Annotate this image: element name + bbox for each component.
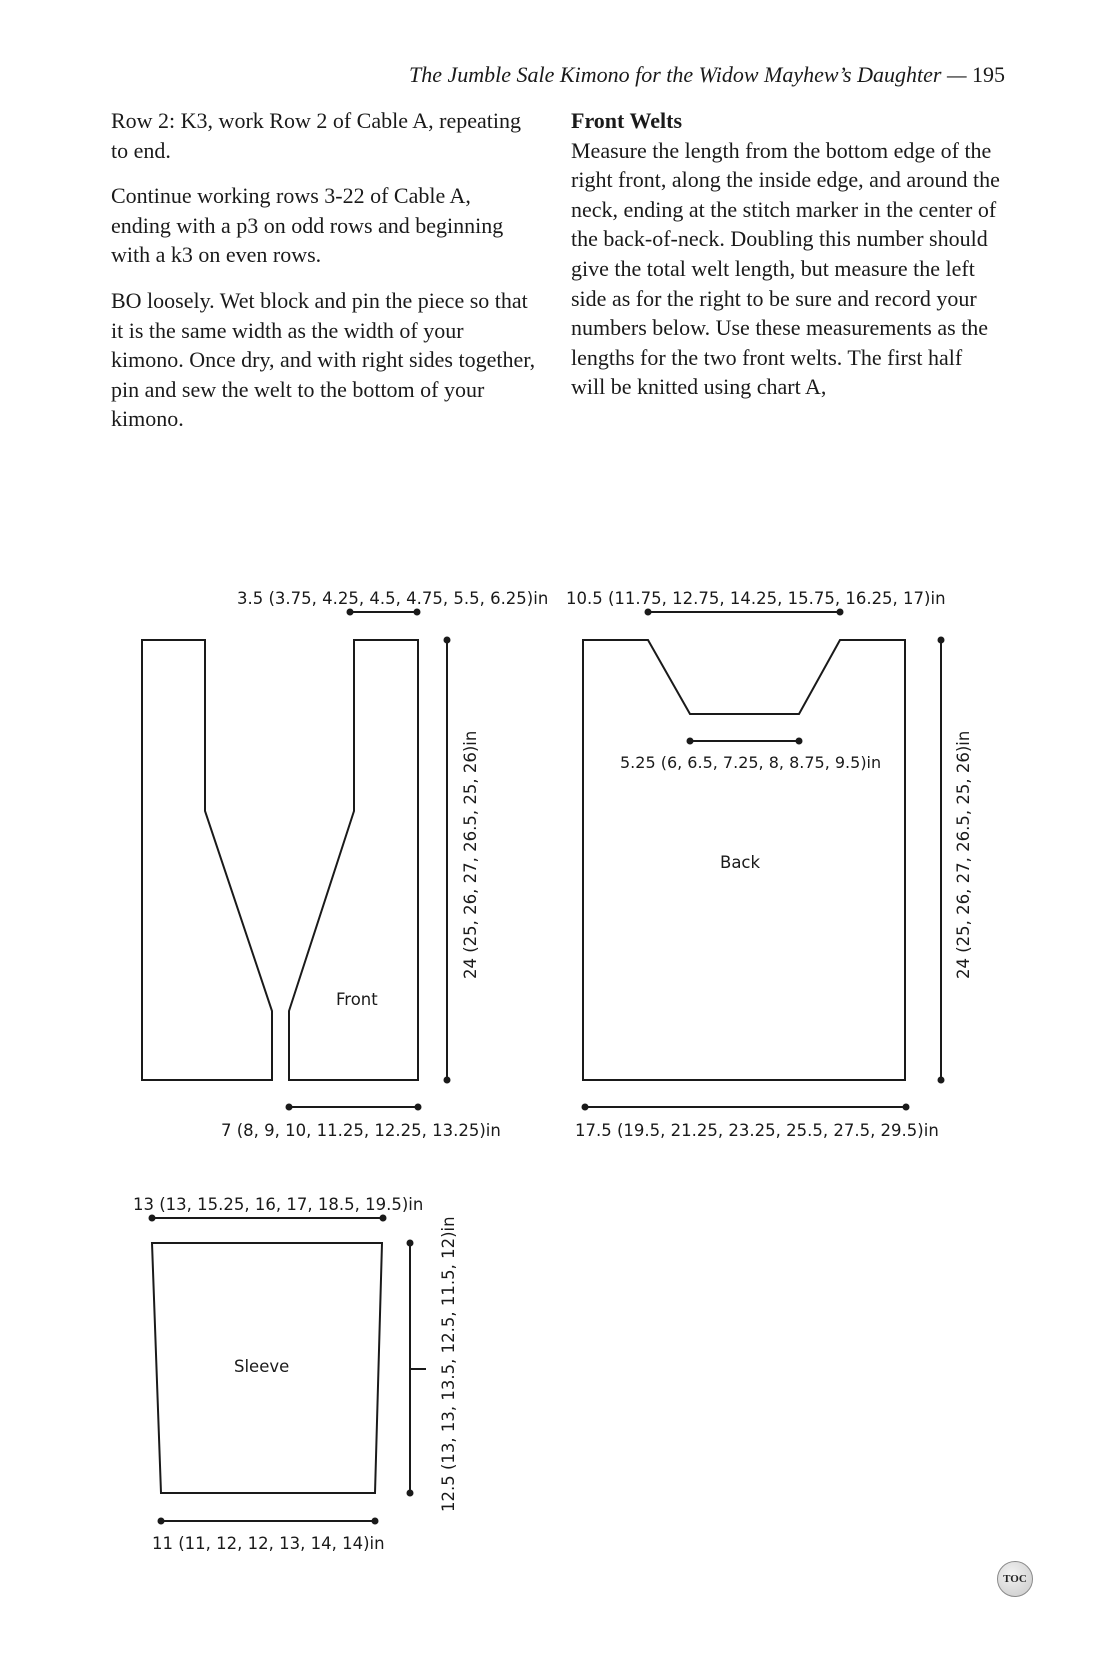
- back-length-label: 24 (25, 26, 27, 26.5, 25, 26)in: [954, 730, 973, 979]
- paragraph: Continue working rows 3-22 of Cable A, ending with a p3 on odd rows and beginning with a k3 on even rows.: [111, 183, 504, 268]
- dim-endpoint: [796, 738, 803, 745]
- dim-endpoint: [380, 1215, 387, 1222]
- dim-endpoint: [938, 637, 945, 644]
- sleeve-bottom-width-label: 11 (11, 12, 12, 13, 14, 14)in: [152, 1534, 385, 1553]
- running-header-title: The Jumble Sale Kimono for the Widow Mayhew’s Daughter: [409, 62, 942, 87]
- back-schematic: [566, 589, 973, 1140]
- dim-endpoint: [286, 1104, 293, 1111]
- dim-endpoint: [903, 1104, 910, 1111]
- front-label: Front: [336, 990, 378, 1009]
- paragraph: BO loosely. Wet block and pin the piece so that it is the same width as the width of your kimono. Once dry, and with right sides together, pin and sew the welt to the bottom of your kimono.: [111, 287, 536, 432]
- back-neck-width-label: 5.25 (6, 6.5, 7.25, 8, 8.75, 9.5)in: [620, 753, 882, 772]
- sleeve-top-width-label: 13 (13, 15.25, 16, 17, 18.5, 19.5)in: [133, 1195, 424, 1214]
- dim-endpoint: [158, 1518, 165, 1525]
- front-schematic: [142, 589, 548, 1140]
- dim-endpoint: [415, 1104, 422, 1111]
- toc-button[interactable]: TOC: [997, 1561, 1033, 1597]
- dim-endpoint: [407, 1490, 414, 1497]
- dim-endpoint: [444, 637, 451, 644]
- back-label: Back: [720, 853, 761, 872]
- dim-endpoint: [938, 1077, 945, 1084]
- dim-endpoint: [372, 1518, 379, 1525]
- dim-endpoint: [837, 609, 844, 616]
- back-top-width-label: 10.5 (11.75, 12.75, 14.25, 15.75, 16.25, 17)in: [566, 589, 946, 608]
- running-header-separator: —: [941, 62, 972, 87]
- dim-endpoint: [414, 609, 421, 616]
- paragraph: Row 2: K3, work Row 2 of Cable A, repeating to end.: [111, 108, 521, 163]
- front-length-label: 24 (25, 26, 27, 26.5, 25, 26)in: [461, 730, 480, 979]
- front-left-panel: [142, 640, 272, 1080]
- section-heading: Front Welts: [571, 108, 683, 133]
- dim-endpoint: [645, 609, 652, 616]
- dim-endpoint: [582, 1104, 589, 1111]
- page-number: 195: [972, 62, 1005, 87]
- dim-endpoint: [149, 1215, 156, 1222]
- front-bottom-width-label: 7 (8, 9, 10, 11.25, 12.25, 13.25)in: [221, 1121, 501, 1140]
- dim-endpoint: [444, 1077, 451, 1084]
- sleeve-schematic: [133, 1195, 458, 1553]
- sleeve-length-label: 12.5 (13, 13, 13.5, 12.5, 11.5, 12)in: [439, 1216, 458, 1512]
- dim-endpoint: [347, 609, 354, 616]
- dim-endpoint: [407, 1240, 414, 1247]
- paragraph: Measure the length from the bottom edge of the right front, along the inside edge, and around the neck, ending at the stitch marker in the center of the back-of-neck. Doubling this number should give the total welt length, but measure the left side as for the right to be sure and record your numbers below. Use these measurements as the lengths for the two front welts. The first half will be knitted using chart A,: [571, 137, 1000, 400]
- dim-endpoint: [687, 738, 694, 745]
- back-bottom-width-label: 17.5 (19.5, 21.25, 23.25, 25.5, 27.5, 29.5)in: [575, 1121, 939, 1140]
- front-right-panel: [289, 640, 418, 1080]
- sleeve-label: Sleeve: [234, 1357, 290, 1376]
- front-top-width-label: 3.5 (3.75, 4.25, 4.5, 4.75, 5.5, 6.25)in: [237, 589, 549, 608]
